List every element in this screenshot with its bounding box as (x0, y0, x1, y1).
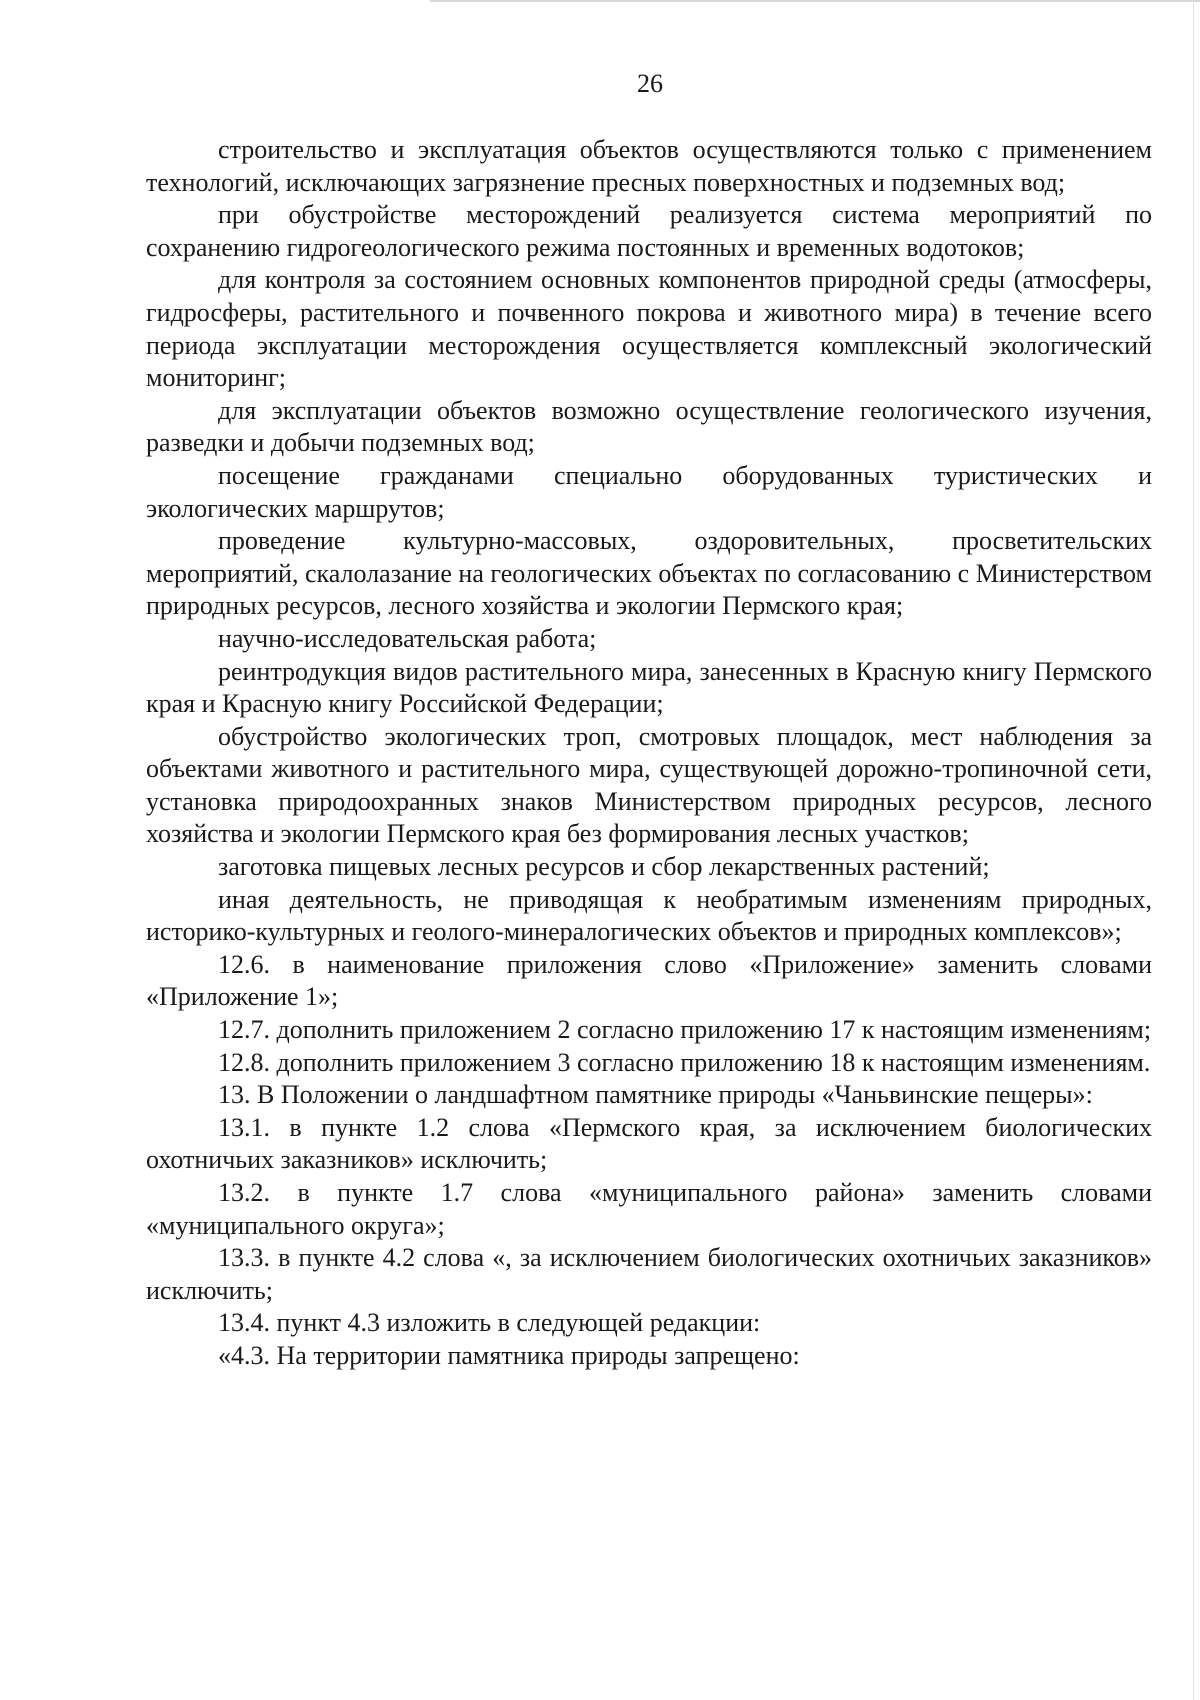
paragraph: посещение гражданами специально оборудованных туристических и экологических маршрутов; (146, 460, 1152, 523)
paragraph: заготовка пищевых лесных ресурсов и сбор лекарственных растений; (218, 852, 990, 882)
paragraph: 12.7. дополнить приложением 2 согласно приложению 17 к настоящим изменениям; (218, 1015, 1152, 1045)
paragraph: иная деятельность, не приводящая к необратимым изменениям природных, историко-культурных и геолого-минералогических объектов и природных комплексов»; (146, 884, 1152, 947)
document-body (146, 134, 1152, 1373)
paragraph: 13.3. в пункте 4.2 слова «, за исключением биологических охотничьих заказников» исключить; (146, 1243, 1152, 1305)
paragraph: «4.3. На территории памятника природы запрещено: (218, 1340, 800, 1370)
paragraph: 13.2. в пункте 1.7 слова «муниципального района» заменить словами «муниципального округа»; (146, 1178, 1152, 1240)
paragraph: обустройство экологических троп, смотровых площадок, мест наблюдения за объектами животного и растительного мира, существующей дорожно-тропиночной сети, установка природоохранных знаков Министерством природных ресурсов, лесного хозяйства и экологии Пермского края без формирования лесных участков; (146, 721, 1152, 849)
paragraph: научно-исследовательская работа; (218, 623, 597, 653)
paragraph: проведение культурно-массовых, оздоровительных, просветительских мероприятий, скалолазание на геологических объектах по согласованию с Министерством природных ресурсов, лесного хозяйства и экологии Пермского края; (146, 526, 1152, 621)
paragraph: реинтродукция видов растительного мира, занесенных в Красную книгу Пермского края и Красную книгу Российской Федерации; (146, 656, 1152, 719)
paragraph: 13. В Положении о ландшафтном памятнике природы «Чаньвинские пещеры»: (218, 1080, 1093, 1110)
page-number: 26 (637, 69, 663, 98)
paragraph: при обустройстве месторождений реализуется система мероприятий по сохранению гидрогеологического режима постоянных и временных водотоков; (146, 200, 1152, 262)
scan-edge (1193, 0, 1194, 1700)
paragraph: для эксплуатации объектов возможно осуществление геологического изучения, разведки и добычи подземных вод; (146, 395, 1152, 458)
paragraph: 13.4. пункт 4.3 изложить в следующей редакции: (218, 1308, 761, 1338)
paragraph: 12.6. в наименование приложения слово «Приложение» заменить словами «Приложение 1»; (146, 949, 1152, 1012)
paragraph: 13.1. в пункте 1.2 слова «Пермского края, за исключением биологических охотничьих заказников» исключить; (146, 1112, 1152, 1175)
scan-edge (430, 0, 1200, 2)
paragraph: 12.8. дополнить приложением 3 согласно приложению 18 к настоящим изменениям. (218, 1047, 1151, 1077)
paragraph: для контроля за состоянием основных компонентов природной среды (атмосферы, гидросферы, растительного и почвенного покрова и животного мира) в течение всего периода эксплуатации месторождения осуществляется комплексный экологический мониторинг; (146, 265, 1152, 393)
paragraph: строительство и эксплуатация объектов осуществляются только с применением технологий, исключающих загрязнение пресных поверхностных и подземных вод; (146, 135, 1152, 197)
